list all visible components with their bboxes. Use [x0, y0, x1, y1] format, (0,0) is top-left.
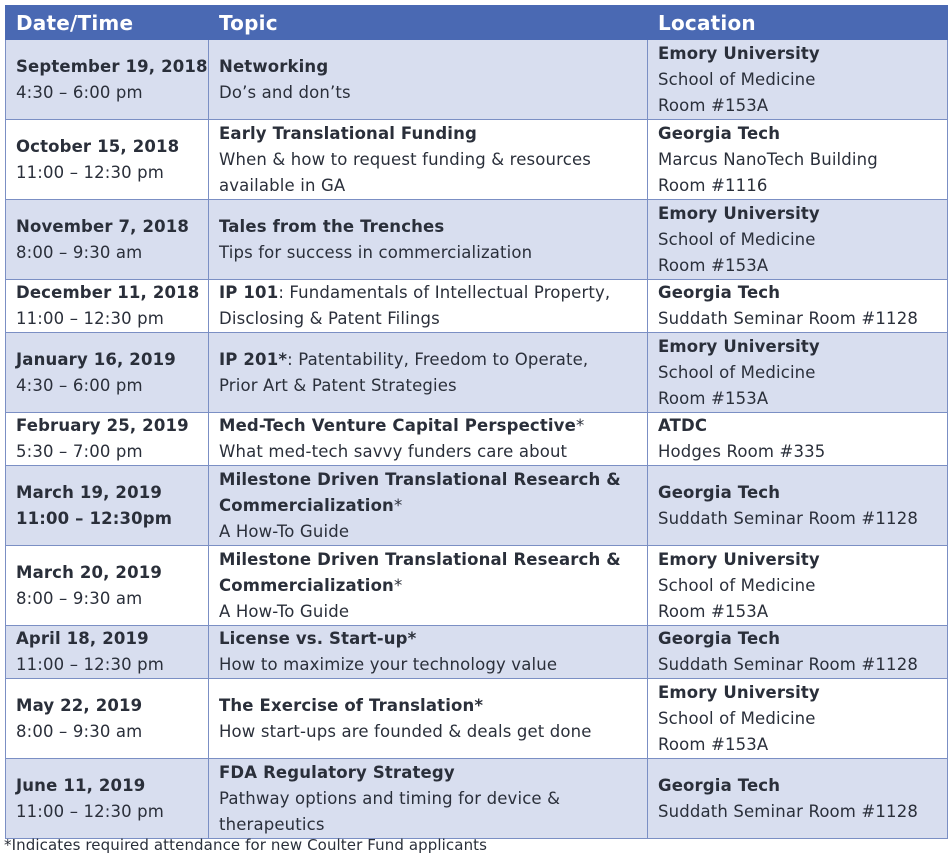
topic-line: [219, 519, 641, 545]
topic-title: Commercialization: [219, 495, 394, 515]
location-detail: Room #153A: [658, 734, 769, 754]
topic-line: [219, 280, 641, 306]
topic-line: [219, 652, 641, 678]
header-topic: Topic: [209, 6, 648, 40]
topic-line: [219, 147, 641, 173]
topic-line: [219, 573, 641, 599]
location-cell: [648, 40, 948, 120]
event-date: April 18, 2019: [16, 629, 149, 648]
location-cell: [648, 679, 948, 759]
topic-cell: [209, 626, 648, 679]
location-line: [658, 506, 941, 532]
location-detail: Suddath Seminar Room #1128: [658, 655, 918, 674]
location-name: Georgia Tech: [658, 775, 781, 795]
event-time: 11:00 – 12:30 pm: [16, 309, 165, 328]
topic-line: [219, 240, 641, 266]
location-line: [658, 360, 941, 386]
topic-cell: [209, 413, 648, 466]
location-detail: Suddath Seminar Room #1128: [658, 801, 918, 821]
topic-text: therapeutics: [219, 814, 325, 834]
schedule-body: [6, 40, 948, 839]
topic-line: [219, 413, 641, 439]
topic-text: How to maximize your technology value: [219, 655, 558, 674]
topic-text: *: [575, 416, 585, 435]
header-date-time: Date/Time: [6, 6, 209, 40]
table-row: [6, 413, 948, 466]
topic-text: Disclosing & Patent Filings: [219, 309, 440, 328]
location-detail: Room #153A: [658, 95, 769, 115]
location-line: [658, 732, 941, 758]
location-line: [658, 386, 941, 412]
date-time-cell: [6, 40, 209, 120]
topic-line: [219, 599, 641, 625]
topic-cell: [209, 333, 648, 413]
topic-line: [219, 786, 641, 812]
location-line: [658, 67, 941, 93]
event-date: December 11, 2018: [16, 283, 200, 302]
event-date: January 16, 2019: [16, 349, 176, 369]
date-time-cell: [6, 200, 209, 280]
location-line: [658, 413, 941, 439]
location-detail: Room #153A: [658, 388, 769, 408]
location-line: [658, 334, 941, 360]
location-detail: School of Medicine: [658, 708, 816, 728]
table-row: [6, 626, 948, 679]
topic-line: [219, 173, 641, 199]
event-time: 11:00 – 12:30 pm: [16, 162, 165, 182]
date-time-cell: [6, 280, 209, 333]
table-row: [6, 466, 948, 546]
date-time-cell: [6, 413, 209, 466]
location-line: [658, 41, 941, 67]
event-date: May 22, 2019: [16, 695, 143, 715]
topic-text: A How-To Guide: [219, 521, 350, 541]
date-time-cell: [6, 546, 209, 626]
location-name: Georgia Tech: [658, 123, 781, 143]
header-location: Location: [648, 6, 948, 40]
location-name: Emory University: [658, 682, 820, 702]
location-line: [658, 280, 941, 306]
date-time-cell: [6, 120, 209, 200]
table-row: [6, 40, 948, 120]
location-line: [658, 799, 941, 825]
topic-line: [219, 547, 641, 573]
topic-title: FDA Regulatory Strategy: [219, 762, 455, 782]
event-time: 11:00 – 12:30 pm: [16, 801, 165, 821]
event-date: February 25, 2019: [16, 416, 189, 435]
topic-text: *: [393, 495, 403, 515]
topic-title: Milestone Driven Translational Research &: [219, 469, 621, 489]
topic-line: [219, 214, 641, 240]
location-line: [658, 253, 941, 279]
header-row: [6, 6, 948, 40]
location-line: [658, 480, 941, 506]
location-line: [658, 121, 941, 147]
event-time: 11:00 – 12:30 pm: [16, 655, 165, 674]
date-time-cell: [6, 759, 209, 839]
topic-cell: [209, 40, 648, 120]
topic-line: [219, 306, 641, 332]
topic-text: Tips for success in commercialization: [219, 242, 533, 262]
date-time-cell: [6, 333, 209, 413]
location-line: [658, 306, 941, 332]
date-time-cell: [6, 626, 209, 679]
location-cell: [648, 546, 948, 626]
topic-title: Med-Tech Venture Capital Perspective: [219, 416, 576, 435]
topic-line: [219, 693, 641, 719]
location-line: [658, 652, 941, 678]
topic-cell: [209, 120, 648, 200]
topic-cell: [209, 759, 648, 839]
location-line: [658, 706, 941, 732]
location-cell: [648, 333, 948, 413]
event-time: 8:00 – 9:30 am: [16, 588, 143, 608]
event-time: 8:00 – 9:30 am: [16, 242, 143, 262]
topic-text: Prior Art & Patent Strategies: [219, 375, 457, 395]
topic-text: A How-To Guide: [219, 601, 350, 621]
topic-text: available in GA: [219, 175, 346, 195]
topic-text: When & how to request funding & resources: [219, 149, 591, 169]
event-date: October 15, 2018: [16, 136, 180, 156]
table-row: [6, 679, 948, 759]
topic-title: IP 201*: [219, 349, 288, 369]
location-line: [658, 773, 941, 799]
location-detail: Room #153A: [658, 601, 769, 621]
topic-text: *: [393, 575, 403, 595]
location-cell: [648, 626, 948, 679]
location-line: [658, 547, 941, 573]
topic-line: [219, 719, 641, 745]
topic-line: [219, 347, 641, 373]
location-detail: School of Medicine: [658, 362, 816, 382]
location-name: Georgia Tech: [658, 283, 781, 302]
location-detail: Room #153A: [658, 255, 769, 275]
table-row: [6, 280, 948, 333]
table-row: [6, 200, 948, 280]
location-line: [658, 93, 941, 119]
topic-text: : Patentability, Freedom to Operate,: [287, 349, 589, 369]
location-name: Emory University: [658, 336, 820, 356]
event-date: March 20, 2019: [16, 562, 162, 582]
topic-line: [219, 812, 641, 838]
location-detail: Hodges Room #335: [658, 442, 826, 461]
event-time: 4:30 – 6:00 pm: [16, 375, 143, 395]
event-time: 4:30 – 6:00 pm: [16, 82, 143, 102]
location-detail: Marcus NanoTech Building: [658, 149, 878, 169]
table-row: [6, 546, 948, 626]
topic-line: [219, 373, 641, 399]
topic-title: Tales from the Trenches: [219, 216, 445, 236]
location-line: [658, 439, 941, 465]
location-line: [658, 599, 941, 625]
topic-cell: [209, 200, 648, 280]
topic-cell: [209, 679, 648, 759]
location-line: [658, 626, 941, 652]
location-line: [658, 573, 941, 599]
location-line: [658, 147, 941, 173]
location-detail: School of Medicine: [658, 69, 816, 89]
topic-text: What med-tech savvy funders care about: [219, 442, 568, 461]
location-line: [658, 680, 941, 706]
topic-line: [219, 54, 641, 80]
event-date: September 19, 2018: [16, 56, 208, 76]
location-name: Emory University: [658, 203, 820, 223]
location-name: Georgia Tech: [658, 482, 781, 502]
location-cell: [648, 200, 948, 280]
location-cell: [648, 280, 948, 333]
topic-line: [219, 439, 641, 465]
schedule-table: [5, 5, 948, 839]
table-row: [6, 120, 948, 200]
topic-title: Milestone Driven Translational Research &: [219, 549, 621, 569]
topic-cell: [209, 280, 648, 333]
date-time-cell: [6, 679, 209, 759]
location-cell: [648, 413, 948, 466]
footnote: *Indicates required attendance for new Coulter Fund applicants: [4, 836, 488, 854]
location-cell: [648, 759, 948, 839]
topic-cell: [209, 466, 648, 546]
location-cell: [648, 466, 948, 546]
location-line: [658, 201, 941, 227]
location-name: Emory University: [658, 43, 820, 63]
topic-cell: [209, 546, 648, 626]
table-row: [6, 333, 948, 413]
topic-line: [219, 760, 641, 786]
topic-title: Commercialization: [219, 575, 394, 595]
table-row: [6, 759, 948, 839]
topic-line: [219, 626, 641, 652]
event-date: November 7, 2018: [16, 216, 189, 236]
topic-title: License vs. Start-up*: [219, 629, 417, 648]
topic-line: [219, 467, 641, 493]
location-line: [658, 173, 941, 199]
event-time: 5:30 – 7:00 pm: [16, 442, 143, 461]
location-detail: Suddath Seminar Room #1128: [658, 508, 918, 528]
location-detail: Room #1116: [658, 175, 768, 195]
topic-text: How start-ups are founded & deals get done: [219, 721, 592, 741]
topic-line: [219, 493, 641, 519]
location-cell: [648, 120, 948, 200]
location-detail: School of Medicine: [658, 229, 816, 249]
location-name: Georgia Tech: [658, 629, 781, 648]
topic-text: Pathway options and timing for device &: [219, 788, 561, 808]
topic-text: : Fundamentals of Intellectual Property,: [278, 283, 611, 302]
location-detail: School of Medicine: [658, 575, 816, 595]
event-time: 11:00 – 12:30pm: [16, 508, 173, 528]
topic-title: The Exercise of Translation*: [219, 695, 484, 715]
date-time-cell: [6, 466, 209, 546]
event-time: 8:00 – 9:30 am: [16, 721, 143, 741]
location-name: Emory University: [658, 549, 820, 569]
location-name: ATDC: [658, 416, 708, 435]
topic-text: Do’s and don’ts: [219, 82, 351, 102]
event-date: March 19, 2019: [16, 482, 162, 502]
topic-title: Networking: [219, 56, 329, 76]
topic-title: IP 101: [219, 283, 279, 302]
location-line: [658, 227, 941, 253]
topic-line: [219, 121, 641, 147]
topic-line: [219, 80, 641, 106]
topic-title: Early Translational Funding: [219, 123, 477, 143]
event-date: June 11, 2019: [16, 775, 146, 795]
location-detail: Suddath Seminar Room #1128: [658, 309, 918, 328]
